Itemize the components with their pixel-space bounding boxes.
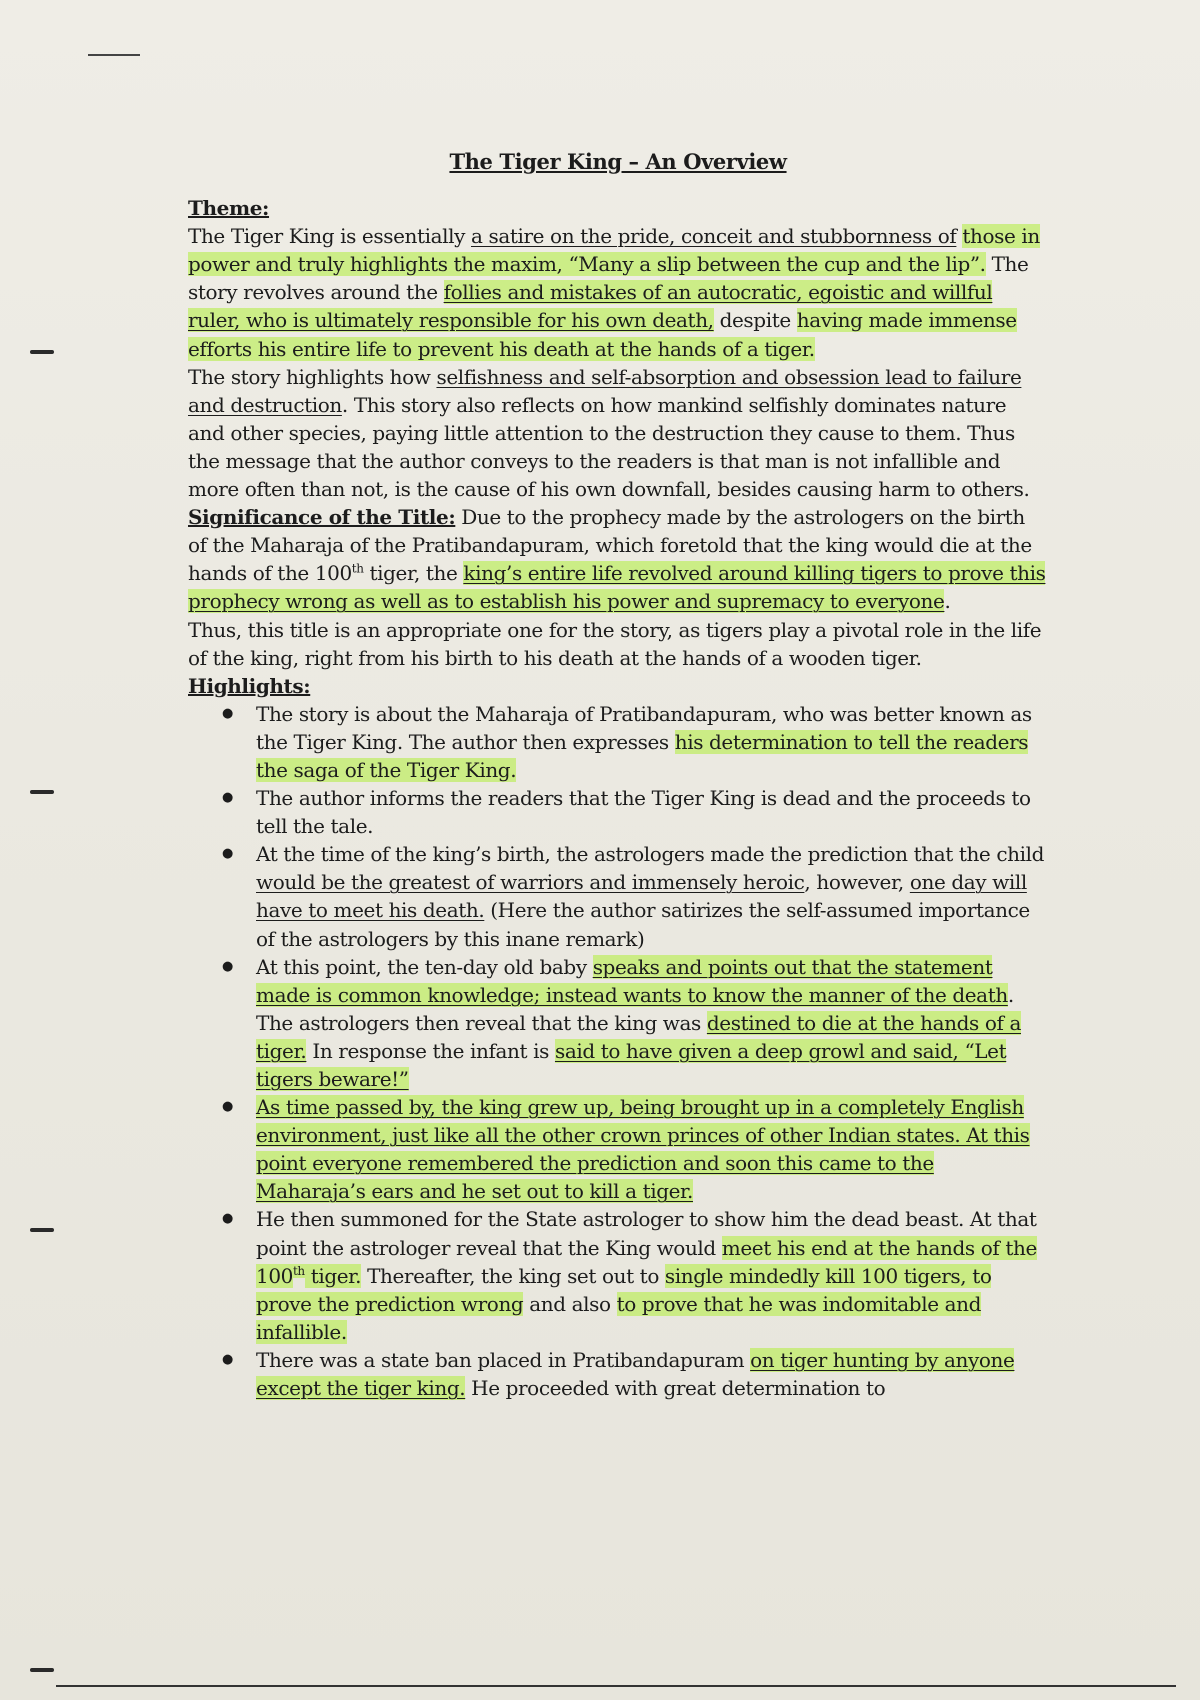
text-run: Thereafter, the king set out to xyxy=(361,1263,665,1288)
highlighted-text: tiger. xyxy=(304,1263,362,1288)
thus-paragraph: Thus, this title is an appropriate one for the story, as tigers play a pivotal role in the life of the king, right from his birth to his death at the hands of a wooden tiger. xyxy=(188,617,1042,670)
text-run: and also xyxy=(523,1291,617,1316)
text-run: despite xyxy=(713,308,797,333)
text-run: At this point, the ten-day old baby xyxy=(256,954,593,979)
margin-mark xyxy=(30,1668,54,1672)
list-item xyxy=(256,1093,1048,1205)
text-run: The story revolves around the xyxy=(188,252,1029,305)
highlighted-text: As time passed by, the king grew up, being brought up in a completely English environment, just like all the other crown princes of other Indian states. At this point everyone remembered the prediction and soon this came to the Maharaja’s ears and he set out to kill a tiger. xyxy=(256,1095,1030,1204)
highlights-heading: Highlights: xyxy=(188,673,311,698)
text-run: Due to the prophecy made by the astrologers on the birth of the Maharaja of the Pratibandapuram, which foretold that the king would die at the hands of the 100 xyxy=(188,505,1032,586)
text-run: He proceeded with great determination to xyxy=(465,1376,886,1401)
underlined-text: selfishness and self-absorption and obsession lead to failure and destruction xyxy=(188,364,1022,417)
list-item xyxy=(256,840,1048,952)
highlighted-text: having made immense efforts his entire life to prevent his death at the hands of a tiger. xyxy=(188,308,1017,361)
highlighted-text: king’s entire life revolved around killing tigers to prove this prophecy wrong as well as to establish his power and supremacy to everyone xyxy=(188,561,1046,614)
significance-heading: Significance of the Title: xyxy=(188,505,456,530)
page-title: The Tiger King – An Overview xyxy=(449,149,787,174)
highlighted-text: speaks and points out that the statement made is common knowledge; instead wants to know the manner of the death xyxy=(256,954,1008,1007)
text-run: tiger, the xyxy=(363,561,464,586)
text-run: The story highlights how xyxy=(188,364,437,389)
text-run: In response the infant is xyxy=(306,1038,555,1063)
highlighted-text: single mindedly kill 100 tigers, to prove the prediction wrong xyxy=(256,1263,992,1316)
text-run: The Tiger King is essentially xyxy=(188,224,471,249)
margin-mark xyxy=(30,350,54,354)
highlighted-text: destined to die at the hands of a tiger. xyxy=(256,1010,1021,1063)
underlined-text: a satire on the pride, conceit and stubbornness of xyxy=(471,224,957,249)
ordinal-suffix: th xyxy=(351,561,364,576)
text-run: . xyxy=(944,589,951,614)
list-item xyxy=(256,1205,1048,1345)
list-item xyxy=(256,1346,1048,1402)
list-item xyxy=(256,953,1048,1093)
highlighted-text: said to have given a deep growl and said, “Let tigers beware!” xyxy=(256,1038,1007,1091)
theme-paragraph-2 xyxy=(188,363,1048,503)
list-item: ● The author informs the readers that the Tiger King is dead and the proceeds to tell the tale. xyxy=(256,784,1048,840)
list-item xyxy=(256,700,1048,784)
text-run: , however, xyxy=(804,870,910,895)
underlined-text: would be the greatest of warriors and immensely heroic xyxy=(256,870,805,895)
highlighted-text: those in power and truly highlights the maxim, “Many a slip between the cup and the lip”. xyxy=(188,224,1040,277)
ordinal-suffix: th xyxy=(292,1264,305,1278)
text-run: At the time of the king’s birth, the astrologers made the prediction that the child xyxy=(256,842,1045,867)
text-run: There was a state ban placed in Pratibandapuram xyxy=(256,1347,751,1372)
margin-mark xyxy=(30,790,54,794)
highlighted-text: his determination to tell the readers the saga of the Tiger King. xyxy=(256,729,1029,782)
highlights-list xyxy=(188,700,1048,1402)
highlighted-text: follies and mistakes of an autocratic, egoistic and willful ruler, who is ultimately responsible for his own death, xyxy=(188,280,993,333)
theme-heading: Theme: xyxy=(188,196,270,221)
document-page xyxy=(188,148,1048,1402)
highlighted-text: to prove that he was indomitable and infallible. xyxy=(256,1291,981,1344)
highlighted-text: on tiger hunting by anyone except the tiger king. xyxy=(256,1347,1015,1401)
margin-mark xyxy=(30,1228,54,1232)
theme-paragraph-1 xyxy=(188,222,1048,362)
text-run: He then summoned for the State astrologer to show him the dead beast. At that point the astrologer reveal that the King would xyxy=(256,1207,1037,1260)
text-run: (Here the author satirizes the self-assumed importance of the astrologers by this inane remark) xyxy=(256,898,1030,951)
significance-paragraph xyxy=(188,503,1048,615)
text-run: The story is about the Maharaja of Pratibandapuram, who was better known as the Tiger King. The author then expresses xyxy=(256,701,1032,754)
text-run: . The astrologers then reveal that the king was xyxy=(256,982,1014,1035)
underlined-text: one day will have to meet his death. xyxy=(256,870,1027,923)
bottom-rule xyxy=(56,1685,1176,1687)
highlighted-text: meet his end at the hands of the 100 xyxy=(256,1235,1037,1288)
corner-pen-mark xyxy=(88,54,140,56)
text-run: . This story also reflects on how mankind selfishly dominates nature and other species, paying little attention to the destruction they cause to them. Thus the message that the author conveys to the readers is that man is not infallible and more often than not, is the cause of his own downfall, besides causing harm to others. xyxy=(188,392,1030,502)
